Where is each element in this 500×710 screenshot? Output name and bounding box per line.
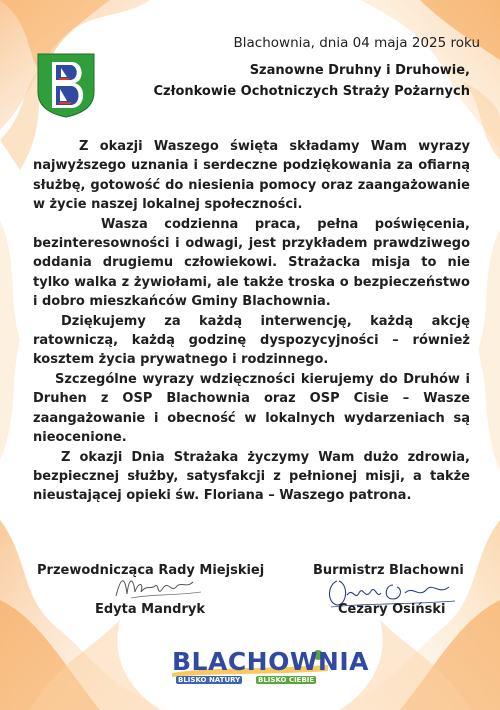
body-paragraph-4: Szczególne wyrazy wdzięczności kierujemy do Druhów i Druhen z OSP Blachownia oraz OSP Cisie – Wasze zaangażowanie i obecność w lokalnych wydarzeniach są nieocenione. <box>33 371 470 446</box>
signature-block-right <box>313 563 473 617</box>
blachownia-coat-of-arms-icon <box>36 52 96 118</box>
letter-body <box>33 137 470 506</box>
logo-wordmark: BLACHOWNIA <box>172 647 370 676</box>
logo-tagline-right: BLISKO CIEBIE <box>258 676 315 684</box>
addressee-line-2: Członkowie Ochotniczych Straży Pożarnych <box>153 84 470 99</box>
addressee-block <box>110 60 470 102</box>
signature-right-name: Cezary Osiński <box>338 602 446 617</box>
addressee-line-1: Szanowne Druhny i Druhowie, <box>249 63 470 78</box>
letter-date: Blachownia, dnia 04 maja 2025 roku <box>233 35 480 51</box>
signature-right-role: Burmistrz Blachowni <box>313 563 464 578</box>
body-paragraph-2: Wasza codzienna praca, pełna poświęcenia, bezinteresowności i odwagi, jest przykładem prawdziwego oddania drugiemu człowiekowi. Strażacka misja to nie tylko walka z żywiołami, ale także troska o bezpieczeństwo i dobro mieszkańców Gminy Blachownia. <box>33 216 470 310</box>
blachownia-town-logo <box>170 647 370 691</box>
signature-left-name: Edyta Mandryk <box>95 602 205 617</box>
handwritten-signature-left <box>111 568 211 604</box>
body-paragraph-5: Z okazji Dnia Strażaka życzymy Wam dużo zdrowia, bezpiecznej służby, satysfakcji z pełnionej misji, a także nieustającej opieki św. Floriana – Waszego patrona. <box>33 449 470 504</box>
body-paragraph-3: Dziękujemy za każdą interwencję, każdą akcję ratowniczą, każdą godzinę dyspozycyjności – również kosztem życia prywatnego i rodzinnego. <box>33 313 470 368</box>
signature-block-left <box>37 563 265 617</box>
logo-tagline-left: BLISKO NATURY <box>178 676 241 684</box>
signature-left-role: Przewodnicząca Rady Miejskiej <box>37 563 265 578</box>
body-paragraph-1: Z okazji Waszego święta składamy Wam wyrazy najwyższego uznania i serdeczne podziękowania za ofiarną służbę, gotowość do niesienia pomocy oraz zaangażowanie w życie naszej lokalnej społeczności. <box>33 139 470 213</box>
